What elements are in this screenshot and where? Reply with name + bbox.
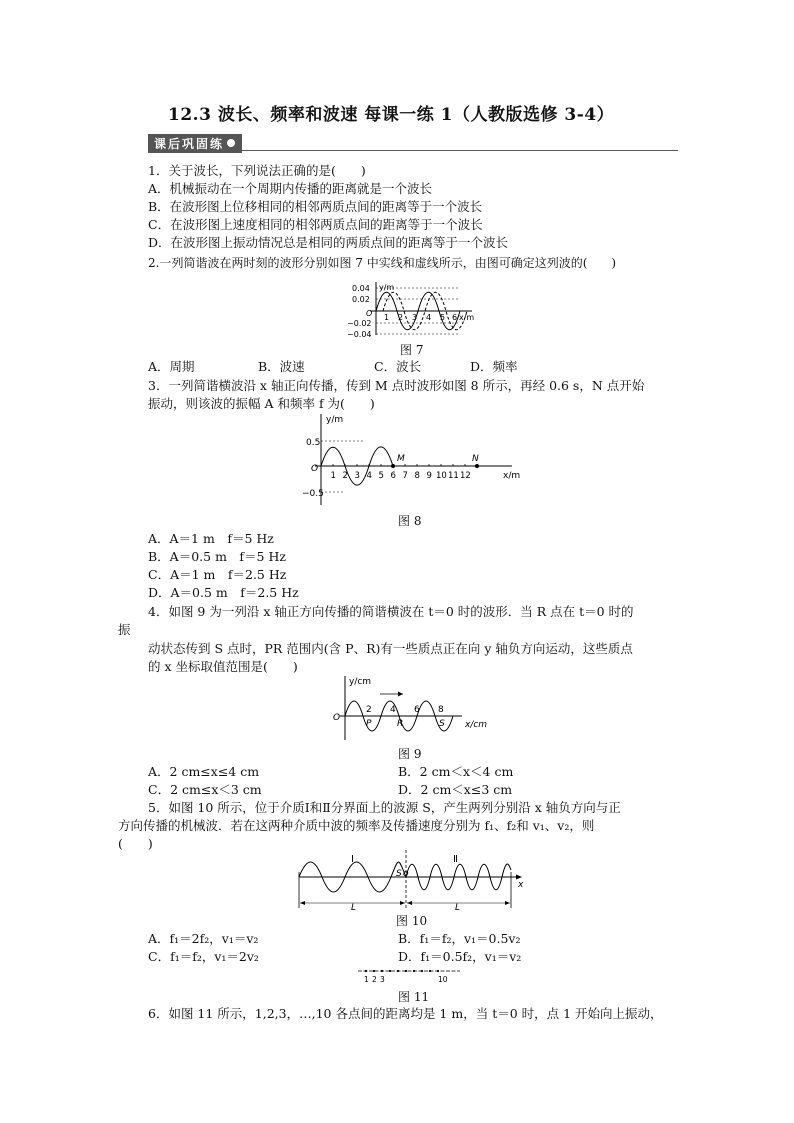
fig11-point	[373, 970, 375, 972]
fig11-point	[365, 970, 367, 972]
fig9-tick: 4	[390, 705, 396, 715]
fig7-x-tick: 2	[398, 313, 404, 322]
fig8-y-tick: 0.5	[306, 438, 321, 448]
fig9-point-r: R	[397, 719, 404, 729]
fig10-x-label: x	[518, 880, 524, 890]
fig8-x-tick-label: 5	[378, 471, 384, 481]
q3-stem-line2: 振动，则该波的振幅 A 和频率 f 为( )	[148, 396, 375, 411]
fig10-length-label: L	[455, 903, 461, 913]
q3-stem-line1: 3．一列简谐横波沿 x 轴正向传播，传到 M 点时波形如图 8 所示，再经 0.6 s，N 点开始	[148, 378, 645, 393]
fig7-y-label: y/m	[379, 283, 395, 292]
q4-stem-line2: 动状态传到 S 点时，PR 范围内(含 P、R)有一些质点正在向 y 轴负方向运动，这些质点	[148, 641, 633, 656]
fig8-x-tick-label: 10	[436, 471, 447, 481]
fig11-point	[413, 970, 415, 972]
fig9-origin: O	[333, 713, 341, 723]
fig11-point	[429, 970, 431, 972]
q1-option-c: C．在波形图上速度相同的相邻两质点间的距离等于一个波长	[148, 217, 483, 232]
figure-8	[300, 410, 530, 510]
figure-9	[330, 672, 495, 742]
q4-option-a: A．2 cm≤x≤4 cm	[148, 764, 260, 779]
fig7-y-tick: 0.04	[352, 284, 370, 293]
fig8-caption: 图 8	[398, 514, 422, 528]
q5-option-d: D．f₁＝0.5f₂，v₁＝v₂	[398, 949, 522, 964]
fig11-point	[389, 970, 391, 972]
q2-option-a: A．周期	[148, 359, 195, 374]
fig8-point-n	[475, 464, 479, 468]
dot-icon	[227, 139, 235, 147]
fig9-tick: 2	[366, 705, 372, 715]
fig8-x-label: x/m	[503, 471, 521, 481]
section-divider	[148, 150, 678, 151]
fig8-origin: O	[311, 464, 319, 474]
fig10-origin-label: O	[403, 870, 409, 878]
fig9-x-label: x/cm	[465, 720, 488, 730]
q3-option-a: A．A＝1 m f＝5 Hz	[148, 531, 274, 546]
fig8-x-tick-label: 11	[448, 471, 459, 481]
q2-option-c: C．波长	[374, 359, 422, 374]
q4-stem-line1b: 振	[118, 622, 131, 637]
fig7-x-tick: 1	[384, 313, 390, 322]
fig8-x-tick-label: 9	[426, 471, 432, 481]
fig10-source-label: S	[396, 869, 402, 879]
figure-11	[355, 966, 465, 986]
q2-option-d: D．频率	[470, 359, 518, 374]
q4-stem-line3: 的 x 坐标取值范围是( )	[148, 659, 298, 674]
q4-option-c: C．2 cm≤x＜3 cm	[148, 782, 262, 797]
fig10-length-label: L	[351, 903, 357, 913]
q6-stem-line1: 6．如图 11 所示，1,2,3，…,10 各点间的距离均是 1 m，当 t＝0 时，点 1 开始向上振动，	[148, 1006, 663, 1021]
fig7-x-label: x/m	[459, 313, 475, 322]
fig7-y-tick: −0.02	[347, 319, 372, 328]
q2-stem: 2.一列简谐波在两时刻的波形分别如图 7 中实线和虚线所示，由图可确定这列波的( )	[148, 256, 617, 270]
fig11-point	[405, 970, 407, 972]
q2-option-b: B．波速	[258, 359, 305, 374]
q3-option-c: C．A＝1 m f＝2.5 Hz	[148, 567, 287, 582]
figure-7	[340, 278, 480, 340]
q5-stem-line2: 方向传播的机械波．若在这两种介质中波的频率及传播速度分别为 f₁、f₂和 v₁、v₂，则	[118, 818, 595, 833]
fig8-x-tick-label: 12	[460, 471, 471, 481]
fig7-y-tick: 0.02	[352, 295, 370, 304]
page-title: 12.3 波长、频率和波速 每课一练 1（人教版选修 3-4）	[168, 105, 615, 125]
fig7-origin: O	[366, 309, 373, 318]
fig7-caption: 图 7	[400, 343, 424, 357]
fig11-point-label: 3	[380, 975, 385, 984]
fig9-point-s: S	[439, 719, 445, 729]
fig8-x-tick-label: 2	[342, 471, 348, 481]
q3-option-b: B．A＝0.5 m f＝5 Hz	[148, 549, 286, 564]
fig8-y-label: y/m	[326, 415, 344, 425]
fig7-x-tick: 5	[440, 313, 446, 322]
q4-option-b: B．2 cm＜x＜4 cm	[398, 764, 514, 779]
q3-option-d: D．A＝0.5 m f＝2.5 Hz	[148, 585, 299, 600]
fig11-point	[381, 970, 383, 972]
q5-option-c: C．f₁＝f₂，v₁＝2v₂	[148, 949, 259, 964]
fig8-m-label: M	[397, 454, 405, 464]
arrow-right-icon	[516, 875, 522, 880]
fig11-point	[421, 970, 423, 972]
fig7-y-tick: −0.04	[347, 330, 372, 339]
section-tag-label: 课后巩固练	[154, 137, 225, 151]
fig8-x-tick-label: 1	[330, 471, 336, 481]
fig10-medium-2-label: Ⅱ	[453, 854, 458, 865]
q5-stem-line3: ( )	[118, 836, 153, 851]
q4-option-d: D．2 cm＜x≤3 cm	[398, 782, 513, 797]
q1-option-d: D．在波形图上振动情况总是相同的两质点间的距离等于一个波长	[148, 235, 509, 250]
fig8-x-tick-label: 3	[354, 471, 360, 481]
q1-stem: 1．关于波长，下列说法正确的是( )	[148, 163, 366, 178]
fig8-x-ticks	[331, 464, 471, 481]
fig10-medium-1-label: Ⅰ	[351, 854, 354, 865]
fig8-x-tick-label: 6	[390, 471, 396, 481]
fig7-x-tick: 4	[426, 313, 432, 322]
fig9-point-p: P	[366, 719, 372, 729]
fig7-x-tick: 6	[452, 313, 458, 322]
arrow-right-icon	[398, 692, 403, 697]
fig11-point-label: 2	[372, 975, 377, 984]
fig11-point	[437, 970, 439, 972]
fig8-x-tick-label: 7	[402, 471, 408, 481]
fig11-point-label: 1	[364, 975, 369, 984]
fig8-x-tick-label: 8	[414, 471, 420, 481]
q1-option-a: A．机械振动在一个周期内传播的距离就是一个波长	[148, 181, 433, 196]
fig9-tick: 6	[414, 705, 420, 715]
q1-option-b: B．在波形图上位移相同的相邻两质点间的距离等于一个波长	[148, 199, 483, 214]
fig9-y-label: y/cm	[349, 677, 372, 687]
q4-stem-line1: 4．如图 9 为一列沿 x 轴正方向传播的简谐横波在 t＝0 时的波形．当 R 点在 t＝0 时的	[148, 604, 634, 619]
fig9-caption: 图 9	[398, 747, 422, 761]
fig9-tick: 8	[438, 705, 444, 715]
fig8-x-tick-label: 4	[366, 471, 372, 481]
fig11-point	[397, 970, 399, 972]
fig11-caption: 图 11	[398, 990, 430, 1004]
fig8-n-label: N	[472, 454, 479, 464]
q5-option-b: B．f₁＝f₂，v₁＝0.5v₂	[398, 931, 521, 946]
q5-option-a: A．f₁＝2f₂，v₁＝v₂	[148, 931, 259, 946]
fig8-y-tick: −0.5	[302, 489, 324, 499]
fig11-point-label: 10	[438, 975, 448, 984]
q5-stem-line1: 5．如图 10 所示，位于介质Ⅰ和Ⅱ分界面上的波源 S，产生两列分别沿 x 轴负方向与正	[148, 800, 621, 815]
fig7-x-tick: 3	[412, 313, 418, 322]
fig10-caption: 图 10	[396, 914, 428, 928]
figure-10	[295, 848, 531, 913]
